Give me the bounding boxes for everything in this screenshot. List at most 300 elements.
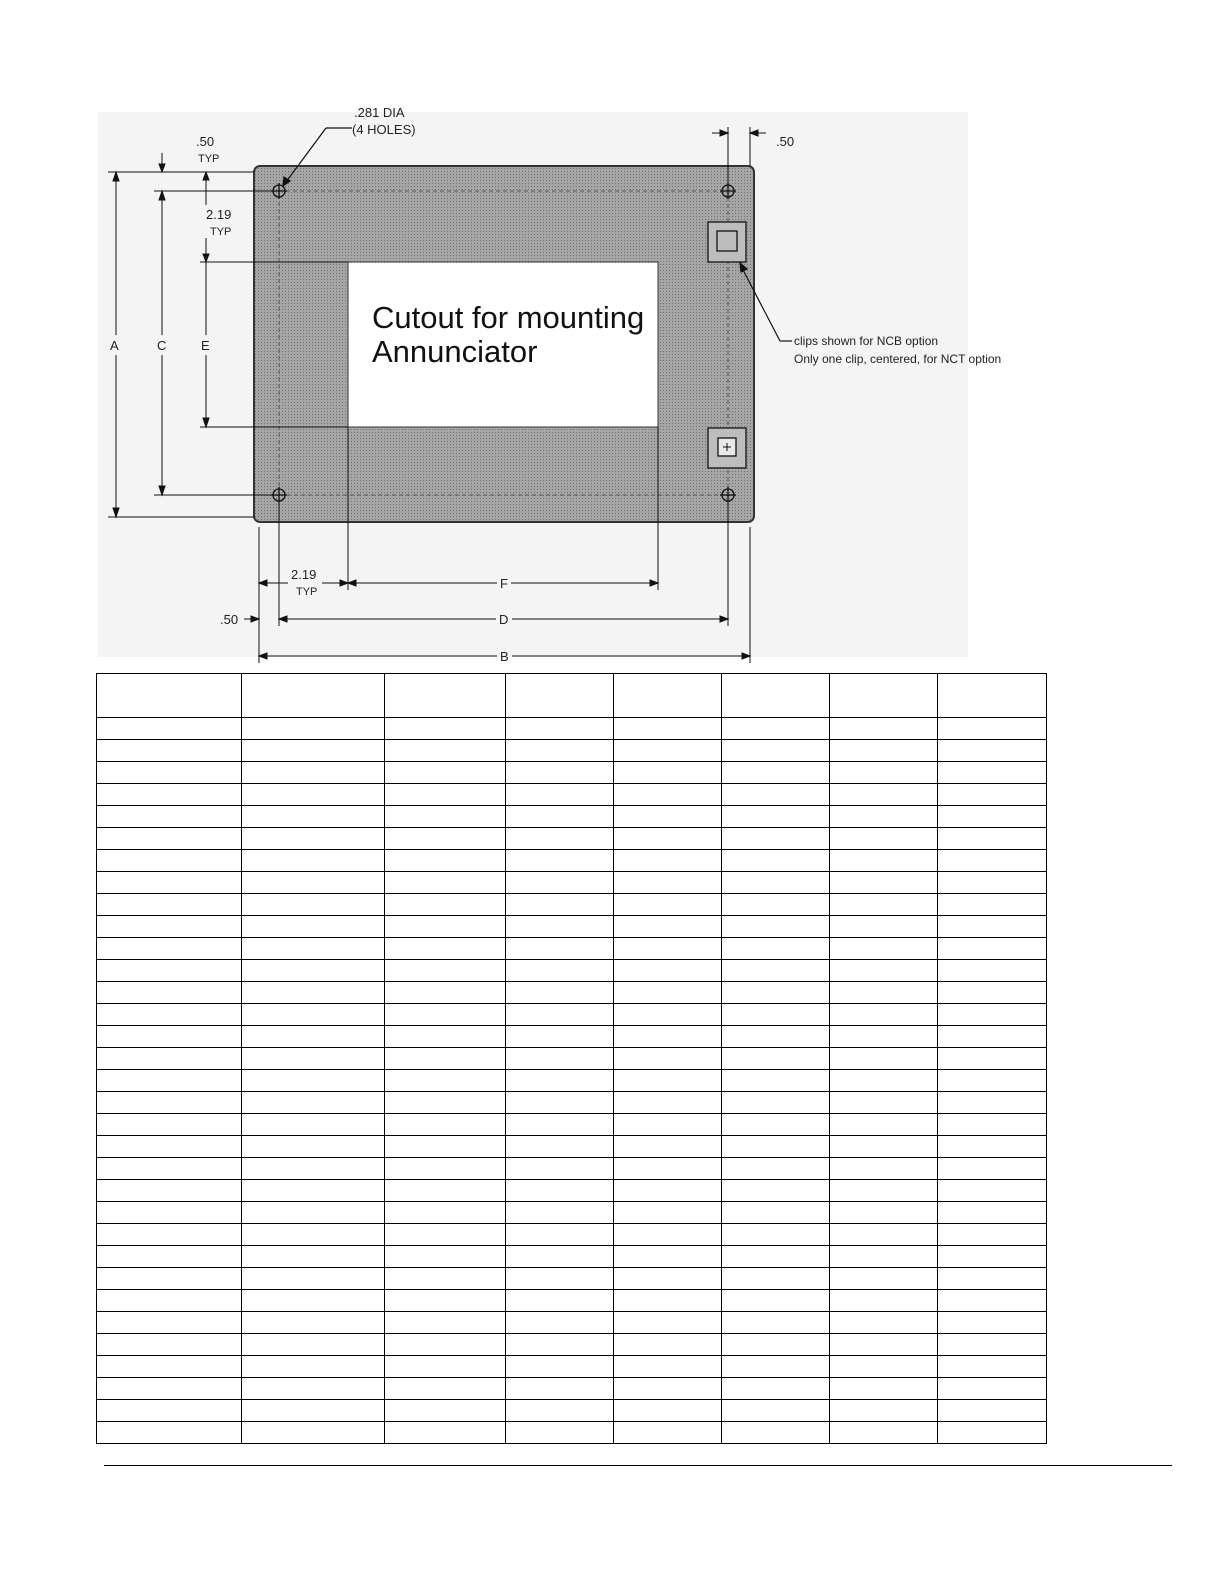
table-cell bbox=[385, 960, 506, 982]
table-cell bbox=[938, 1290, 1047, 1312]
table-cell bbox=[614, 1158, 722, 1180]
cutout-label-line1: Cutout for mounting bbox=[372, 300, 645, 335]
table-cell bbox=[242, 1312, 385, 1334]
table-cell bbox=[722, 850, 830, 872]
table-cell bbox=[938, 1004, 1047, 1026]
table-cell bbox=[242, 718, 385, 740]
table-cell bbox=[830, 828, 938, 850]
table-cell bbox=[722, 1180, 830, 1202]
table-cell bbox=[722, 1070, 830, 1092]
table-cell bbox=[614, 828, 722, 850]
table-cell bbox=[722, 1114, 830, 1136]
table-row bbox=[97, 1004, 1047, 1026]
table-cell bbox=[722, 1136, 830, 1158]
table-cell bbox=[97, 1070, 242, 1092]
table-cell bbox=[242, 1092, 385, 1114]
table-cell bbox=[614, 1092, 722, 1114]
table-cell bbox=[614, 938, 722, 960]
dimension-d-label: D bbox=[499, 612, 509, 627]
table-cell bbox=[506, 1246, 614, 1268]
table-cell bbox=[385, 982, 506, 1004]
table-cell bbox=[614, 1422, 722, 1444]
table-header-cell bbox=[614, 674, 722, 718]
table-cell bbox=[614, 1070, 722, 1092]
table-cell bbox=[242, 872, 385, 894]
dimension-a-label: A bbox=[110, 338, 119, 353]
table-cell bbox=[614, 740, 722, 762]
table-cell bbox=[506, 762, 614, 784]
table-header-cell bbox=[97, 674, 242, 718]
table-cell bbox=[938, 1246, 1047, 1268]
table-cell bbox=[614, 960, 722, 982]
table-cell bbox=[614, 1334, 722, 1356]
table-row bbox=[97, 894, 1047, 916]
table-cell bbox=[506, 1334, 614, 1356]
table-cell bbox=[97, 1026, 242, 1048]
table-cell bbox=[97, 916, 242, 938]
table-cell bbox=[385, 718, 506, 740]
table-cell bbox=[97, 806, 242, 828]
table-cell bbox=[97, 1136, 242, 1158]
table-cell bbox=[506, 872, 614, 894]
table-cell bbox=[97, 762, 242, 784]
table-cell bbox=[385, 1026, 506, 1048]
table-row bbox=[97, 1202, 1047, 1224]
table-cell bbox=[938, 762, 1047, 784]
table-cell bbox=[722, 1246, 830, 1268]
table-cell bbox=[938, 740, 1047, 762]
table-cell bbox=[830, 1378, 938, 1400]
table-row bbox=[97, 1114, 1047, 1136]
table-cell bbox=[614, 1268, 722, 1290]
table-row bbox=[97, 1356, 1047, 1378]
table-cell bbox=[97, 1158, 242, 1180]
table-cell bbox=[385, 740, 506, 762]
table-cell bbox=[722, 1312, 830, 1334]
table-cell bbox=[830, 938, 938, 960]
table-cell bbox=[938, 1026, 1047, 1048]
table-cell bbox=[242, 1268, 385, 1290]
table-header-cell bbox=[385, 674, 506, 718]
table-cell bbox=[97, 850, 242, 872]
table-cell bbox=[614, 872, 722, 894]
table-cell bbox=[938, 938, 1047, 960]
table-cell bbox=[830, 1180, 938, 1202]
table-cell bbox=[722, 1334, 830, 1356]
dimension-b-label: B bbox=[500, 649, 509, 664]
vert-offset-value: 2.19 bbox=[206, 207, 232, 222]
table-row bbox=[97, 1400, 1047, 1422]
table-cell bbox=[830, 1136, 938, 1158]
table-cell bbox=[614, 1312, 722, 1334]
table-cell bbox=[385, 916, 506, 938]
table-cell bbox=[385, 784, 506, 806]
table-cell bbox=[830, 1202, 938, 1224]
table-cell bbox=[938, 1092, 1047, 1114]
table-cell bbox=[242, 806, 385, 828]
table-row bbox=[97, 1378, 1047, 1400]
table-cell bbox=[385, 806, 506, 828]
table-cell bbox=[938, 1136, 1047, 1158]
table-cell bbox=[97, 1224, 242, 1246]
table-row bbox=[97, 1136, 1047, 1158]
table-cell bbox=[722, 1422, 830, 1444]
table-cell bbox=[506, 1158, 614, 1180]
table-cell bbox=[97, 1334, 242, 1356]
table-cell bbox=[722, 740, 830, 762]
table-cell bbox=[830, 916, 938, 938]
table-row bbox=[97, 1334, 1047, 1356]
table-cell bbox=[506, 1004, 614, 1026]
table-cell bbox=[722, 1378, 830, 1400]
table-row bbox=[97, 1026, 1047, 1048]
table-cell bbox=[722, 1268, 830, 1290]
table-cell bbox=[938, 1356, 1047, 1378]
table-cell bbox=[242, 1378, 385, 1400]
table-cell bbox=[242, 1246, 385, 1268]
table-cell bbox=[385, 1290, 506, 1312]
table-row bbox=[97, 938, 1047, 960]
table-cell bbox=[830, 1070, 938, 1092]
table-cell bbox=[385, 1136, 506, 1158]
table-row bbox=[97, 1290, 1047, 1312]
table-row bbox=[97, 1070, 1047, 1092]
table-cell bbox=[242, 938, 385, 960]
table-cell bbox=[385, 1356, 506, 1378]
dimension-table bbox=[96, 673, 1047, 1444]
table-cell bbox=[722, 982, 830, 1004]
dimension-e-label: E bbox=[201, 338, 210, 353]
table-cell bbox=[506, 894, 614, 916]
table-cell bbox=[242, 1004, 385, 1026]
table-cell bbox=[614, 1378, 722, 1400]
table-cell bbox=[242, 828, 385, 850]
hole-callout-line1: .281 DIA bbox=[354, 105, 405, 120]
table-cell bbox=[614, 1026, 722, 1048]
table-cell bbox=[830, 1158, 938, 1180]
table-cell bbox=[97, 982, 242, 1004]
right-margin-value: .50 bbox=[776, 134, 795, 149]
table-header-row bbox=[97, 674, 1047, 718]
table-cell bbox=[614, 982, 722, 1004]
table-cell bbox=[830, 1004, 938, 1026]
table-cell bbox=[97, 1004, 242, 1026]
table-cell bbox=[97, 872, 242, 894]
clip-bottom bbox=[708, 428, 746, 468]
panel-cutout-drawing bbox=[0, 0, 1224, 670]
dimension-c-label: C bbox=[157, 338, 167, 353]
table-cell bbox=[242, 1400, 385, 1422]
table-cell bbox=[722, 916, 830, 938]
table-cell bbox=[938, 1422, 1047, 1444]
table-cell bbox=[97, 1290, 242, 1312]
table-cell bbox=[506, 1114, 614, 1136]
table-cell bbox=[242, 850, 385, 872]
table-cell bbox=[830, 718, 938, 740]
table-cell bbox=[614, 718, 722, 740]
table-cell bbox=[242, 762, 385, 784]
table-cell bbox=[722, 894, 830, 916]
table-cell bbox=[506, 1224, 614, 1246]
table-cell bbox=[830, 960, 938, 982]
table-cell bbox=[722, 1092, 830, 1114]
table-cell bbox=[722, 1048, 830, 1070]
table-cell bbox=[506, 806, 614, 828]
table-cell bbox=[722, 938, 830, 960]
table-cell bbox=[385, 1158, 506, 1180]
table-row bbox=[97, 740, 1047, 762]
table-cell bbox=[97, 1114, 242, 1136]
table-cell bbox=[385, 762, 506, 784]
table-cell bbox=[506, 1136, 614, 1158]
table-cell bbox=[938, 982, 1047, 1004]
table-cell bbox=[242, 1334, 385, 1356]
table-cell bbox=[506, 938, 614, 960]
table-row bbox=[97, 960, 1047, 982]
table-cell bbox=[385, 1268, 506, 1290]
table-cell bbox=[506, 1070, 614, 1092]
table-cell bbox=[614, 1356, 722, 1378]
top-margin-typ: TYP bbox=[198, 153, 220, 165]
table-cell bbox=[242, 1048, 385, 1070]
table-cell bbox=[242, 1180, 385, 1202]
table-cell bbox=[830, 1092, 938, 1114]
table-cell bbox=[614, 1246, 722, 1268]
table-cell bbox=[938, 1268, 1047, 1290]
table-cell bbox=[830, 1400, 938, 1422]
table-cell bbox=[242, 894, 385, 916]
table-cell bbox=[830, 740, 938, 762]
table-cell bbox=[938, 1180, 1047, 1202]
table-cell bbox=[722, 1400, 830, 1422]
table-cell bbox=[506, 828, 614, 850]
table-cell bbox=[242, 1114, 385, 1136]
table-cell bbox=[506, 960, 614, 982]
table-row bbox=[97, 1422, 1047, 1444]
table-cell bbox=[385, 850, 506, 872]
table-cell bbox=[722, 806, 830, 828]
table-row bbox=[97, 1158, 1047, 1180]
hole-callout-line2: (4 HOLES) bbox=[352, 122, 416, 137]
table-cell bbox=[938, 1400, 1047, 1422]
table-cell bbox=[830, 1224, 938, 1246]
footer-rule bbox=[104, 1465, 1172, 1466]
table-cell bbox=[722, 718, 830, 740]
table-cell bbox=[938, 1158, 1047, 1180]
table-row bbox=[97, 718, 1047, 740]
table-header-cell bbox=[938, 674, 1047, 718]
table-cell bbox=[385, 1070, 506, 1092]
table-cell bbox=[385, 938, 506, 960]
table-cell bbox=[385, 1114, 506, 1136]
table-cell bbox=[614, 850, 722, 872]
table-cell bbox=[938, 850, 1047, 872]
clip-note-line1: clips shown for NCB option bbox=[794, 334, 939, 348]
table-cell bbox=[938, 872, 1047, 894]
table-cell bbox=[722, 1026, 830, 1048]
table-cell bbox=[938, 916, 1047, 938]
table-cell bbox=[614, 1290, 722, 1312]
table-row bbox=[97, 1180, 1047, 1202]
table-cell bbox=[614, 1400, 722, 1422]
vert-offset-typ: TYP bbox=[210, 226, 232, 238]
table-cell bbox=[97, 1092, 242, 1114]
table-cell bbox=[938, 960, 1047, 982]
table-cell bbox=[614, 1136, 722, 1158]
table-cell bbox=[385, 894, 506, 916]
table-cell bbox=[938, 806, 1047, 828]
table-cell bbox=[97, 740, 242, 762]
table-cell bbox=[506, 916, 614, 938]
table-cell bbox=[97, 718, 242, 740]
horiz-offset-value: 2.19 bbox=[291, 567, 317, 582]
table-cell bbox=[97, 1356, 242, 1378]
table-cell bbox=[938, 1378, 1047, 1400]
table-cell bbox=[722, 960, 830, 982]
table-row bbox=[97, 1092, 1047, 1114]
table-cell bbox=[97, 1202, 242, 1224]
table-cell bbox=[242, 1202, 385, 1224]
table-cell bbox=[97, 1268, 242, 1290]
table-cell bbox=[242, 784, 385, 806]
table-cell bbox=[722, 1158, 830, 1180]
table-cell bbox=[614, 1004, 722, 1026]
table-cell bbox=[506, 1092, 614, 1114]
table-cell bbox=[385, 1246, 506, 1268]
table-row bbox=[97, 916, 1047, 938]
table-cell bbox=[385, 1422, 506, 1444]
table-cell bbox=[385, 1334, 506, 1356]
table-cell bbox=[385, 1048, 506, 1070]
cutout-label-line2: Annunciator bbox=[372, 334, 538, 369]
table-cell bbox=[97, 1246, 242, 1268]
table-row bbox=[97, 784, 1047, 806]
table-cell bbox=[97, 1180, 242, 1202]
table-cell bbox=[614, 1048, 722, 1070]
table-cell bbox=[830, 872, 938, 894]
table-cell bbox=[830, 1312, 938, 1334]
dimension-f-label: F bbox=[500, 576, 508, 591]
table-cell bbox=[506, 1180, 614, 1202]
table-cell bbox=[242, 982, 385, 1004]
table-cell bbox=[506, 1378, 614, 1400]
table-cell bbox=[506, 982, 614, 1004]
table-cell bbox=[506, 1356, 614, 1378]
table-cell bbox=[938, 1334, 1047, 1356]
left-margin-value: .50 bbox=[220, 612, 239, 627]
table-header-cell bbox=[830, 674, 938, 718]
table-cell bbox=[830, 1114, 938, 1136]
table-cell bbox=[97, 938, 242, 960]
table-cell bbox=[614, 894, 722, 916]
table-cell bbox=[938, 1312, 1047, 1334]
table-cell bbox=[830, 1290, 938, 1312]
table-cell bbox=[506, 1422, 614, 1444]
table-header-cell bbox=[242, 674, 385, 718]
table-cell bbox=[722, 1356, 830, 1378]
table-cell bbox=[830, 762, 938, 784]
table-row bbox=[97, 982, 1047, 1004]
table-cell bbox=[722, 828, 830, 850]
table-cell bbox=[614, 1224, 722, 1246]
table-cell bbox=[938, 894, 1047, 916]
table-cell bbox=[506, 1268, 614, 1290]
table-cell bbox=[614, 806, 722, 828]
table-row bbox=[97, 1246, 1047, 1268]
table-cell bbox=[830, 1048, 938, 1070]
table-row bbox=[97, 1048, 1047, 1070]
table-row bbox=[97, 828, 1047, 850]
table-cell bbox=[506, 1290, 614, 1312]
table-cell bbox=[385, 1092, 506, 1114]
table-cell bbox=[385, 1312, 506, 1334]
table-cell bbox=[614, 1202, 722, 1224]
table-cell bbox=[385, 1378, 506, 1400]
table-cell bbox=[97, 1312, 242, 1334]
table-cell bbox=[97, 1378, 242, 1400]
table-row bbox=[97, 806, 1047, 828]
table-row bbox=[97, 872, 1047, 894]
table-cell bbox=[97, 1048, 242, 1070]
table-cell bbox=[938, 784, 1047, 806]
clip-top bbox=[708, 222, 746, 262]
table-cell bbox=[385, 872, 506, 894]
table-cell bbox=[506, 1202, 614, 1224]
table-cell bbox=[242, 1224, 385, 1246]
table-cell bbox=[938, 718, 1047, 740]
table-cell bbox=[506, 740, 614, 762]
table-cell bbox=[938, 1114, 1047, 1136]
table-cell bbox=[830, 982, 938, 1004]
table-cell bbox=[614, 916, 722, 938]
table-cell bbox=[938, 1202, 1047, 1224]
table-row bbox=[97, 1224, 1047, 1246]
table-cell bbox=[506, 850, 614, 872]
table-cell bbox=[506, 1400, 614, 1422]
table-cell bbox=[722, 1202, 830, 1224]
table-cell bbox=[614, 762, 722, 784]
table-cell bbox=[385, 1202, 506, 1224]
table-cell bbox=[242, 1136, 385, 1158]
table-cell bbox=[722, 1224, 830, 1246]
clip-note-line2: Only one clip, centered, for NCT option bbox=[794, 352, 1002, 366]
table-cell bbox=[722, 1290, 830, 1312]
table-cell bbox=[506, 1048, 614, 1070]
table-row bbox=[97, 1312, 1047, 1334]
table-cell bbox=[830, 1356, 938, 1378]
table-cell bbox=[722, 784, 830, 806]
table-cell bbox=[938, 828, 1047, 850]
table-cell bbox=[506, 1312, 614, 1334]
table-row bbox=[97, 850, 1047, 872]
table-cell bbox=[97, 960, 242, 982]
table-cell bbox=[830, 784, 938, 806]
table-cell bbox=[938, 1224, 1047, 1246]
table-cell bbox=[830, 1026, 938, 1048]
table-cell bbox=[242, 916, 385, 938]
table-cell bbox=[830, 806, 938, 828]
table-cell bbox=[614, 1180, 722, 1202]
table-row bbox=[97, 1268, 1047, 1290]
table-cell bbox=[938, 1070, 1047, 1092]
table-cell bbox=[830, 1246, 938, 1268]
table-cell bbox=[242, 740, 385, 762]
table-cell bbox=[385, 1400, 506, 1422]
table-cell bbox=[385, 1224, 506, 1246]
table-cell bbox=[830, 1422, 938, 1444]
table-cell bbox=[385, 828, 506, 850]
table-cell bbox=[506, 718, 614, 740]
